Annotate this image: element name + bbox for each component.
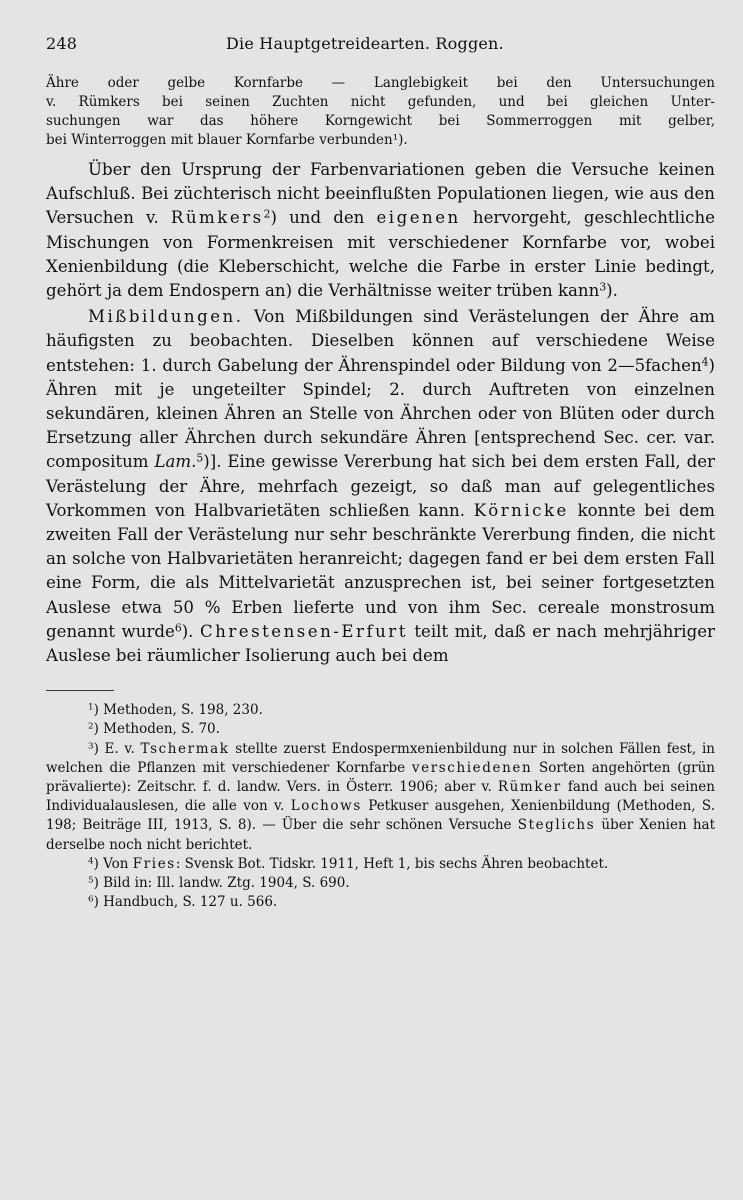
footnote-4: $^4$) Von Fries: Svensk Bot. Tidskr. 1911, Heft 1, bis sechs Ähren beobachtet.: [88, 855, 609, 872]
footnote-5: $^5$) Bild in: Ill. landw. Ztg. 1904, S. 690.: [88, 875, 350, 892]
paragraph-missbildungen: Mißbildungen. Von Mißbildungen sind Verästelungen der Ähre am häufigsten zu beobachten. Dieselben können auf verschiedene Weise entstehen: 1. durch Gabelung der Ährenspindel oder Bildung von 2—5fachen$^4$) Ähren mit je ungeteilter Spindel; 2. durch Auftreten von einzelnen sekundären, kleinen Ähren an Stelle von Ährchen oder von Blüten oder durch Ersetzung aller Ährchen durch sekundäre Ähren [entsprechend Sec. cer. var. compositum Lam.$^5$)]. Eine gewisse Vererbung hat sich bei dem ersten Fall, der Verästelung der Ähre, mehrfach gezeigt, so daß man auf gelegentliches Vorkommen von Halbvarietäten schließen kann. Körnicke konnte bei dem zweiten Fall der Verästelung nur sehr beschränkte Vererbung finden, die nicht an solche von Halbvarietäten heranreicht; dagegen fand er bei dem ersten Fall eine Form, die als Mittelvarietät anzusprechen ist, bei seiner fortgesetzten Auslese etwa 50 % Erben lieferte und von ihm Sec. cereale monstrosum genannt wurde$^6$). Chrestensen-Erfurt teilt mit, daß er nach mehrjähriger Auslese bei räumlicher Isolierung auch bei dem: [46, 307, 715, 666]
footnote-ref: 2: [263, 208, 271, 222]
emphasis-text: eigenen: [376, 208, 461, 228]
footnote-1: $^1$) Methoden, S. 198, 230.: [88, 702, 263, 719]
intro-line: v. Rümkers bei seinen Zuchten nicht gefunden, und bei gleichen Unter-: [46, 94, 715, 110]
running-title: Die Hauptgetreidearten. Roggen.: [226, 34, 504, 53]
author-name: Lochows: [290, 798, 362, 815]
page-header: [46, 34, 715, 60]
footnote-2: $^2$) Methoden, S. 70.: [88, 721, 220, 738]
paragraph-origin-color-variations: Über den Ursprung der Farbenvariationen geben die Versuche keinen Aufschluß. Bei züchterisch nicht beeinflußten Populationen liegen, wie aus den Versuchen v. Rümkers$^2$) und den eigenen hervorgeht, geschlechtliche Mischungen von Formenkreisen mit verschiedener Kornfarbe vor, wobei Xenienbildung (die Kleberschicht, welche die Farbe in erster Linie bedingt, gehört ja dem Endospern an) die Verhältnisse weiter trüben kann$^3$).: [46, 160, 715, 301]
intro-line: suchungen war das höhere Korngewicht bei Sommerroggen mit gelber,: [46, 113, 715, 129]
intro-block: [46, 74, 715, 150]
footnote-ref: 4: [701, 355, 709, 369]
author-name: Tschermak: [140, 740, 230, 757]
author-name: Rümker: [497, 779, 562, 796]
author-name: Fries: [132, 855, 176, 872]
author-name: Chrestensen-Erfurt: [199, 621, 408, 641]
footnote-6: $^6$) Handbuch, S. 127 u. 566.: [88, 894, 278, 911]
footnotes: [46, 701, 715, 912]
author-name: Rümkers: [170, 208, 264, 228]
taxon-author: Lam.: [154, 452, 197, 472]
section-heading: Mißbildungen.: [88, 307, 244, 327]
author-name: Steglichs: [517, 817, 596, 834]
footnote-ref: 5: [196, 452, 204, 466]
page-number: 248: [46, 34, 78, 53]
footnote-divider: [46, 690, 114, 691]
footnote-3: $^3$) E. v. Tschermak stellte zuerst Endospermxenienbildung nur in solchen Fällen fest, in welchen die Pflanzen mit verschiedener Kornfarbe verschiedenen Sorten angehörten (grün prävalierte): Zeitschr. f. d. landw. Vers. in Österr. 1906; aber v. Rümker fand auch bei seinen Individualauslesen, die alle von v. Lochows Petkuser ausgehen, Xenienbildung (Methoden, S. 198; Beiträge III, 1913, S. 8). — Über die sehr schönen Versuche Steglichs über Xenien hat derselbe noch nicht berichtet.: [46, 740, 715, 853]
intro-line: bei Winterroggen mit blauer Kornfarbe verbunden¹).: [46, 132, 408, 148]
author-name: Körnicke: [473, 500, 569, 520]
intro-line: Ähre oder gelbe Kornfarbe — Langlebigkeit bei den Untersuchungen: [46, 75, 715, 91]
footnote-ref: 6: [174, 621, 182, 635]
footnote-ref: 3: [599, 280, 607, 294]
emphasis-text: verschiedenen: [411, 759, 533, 776]
